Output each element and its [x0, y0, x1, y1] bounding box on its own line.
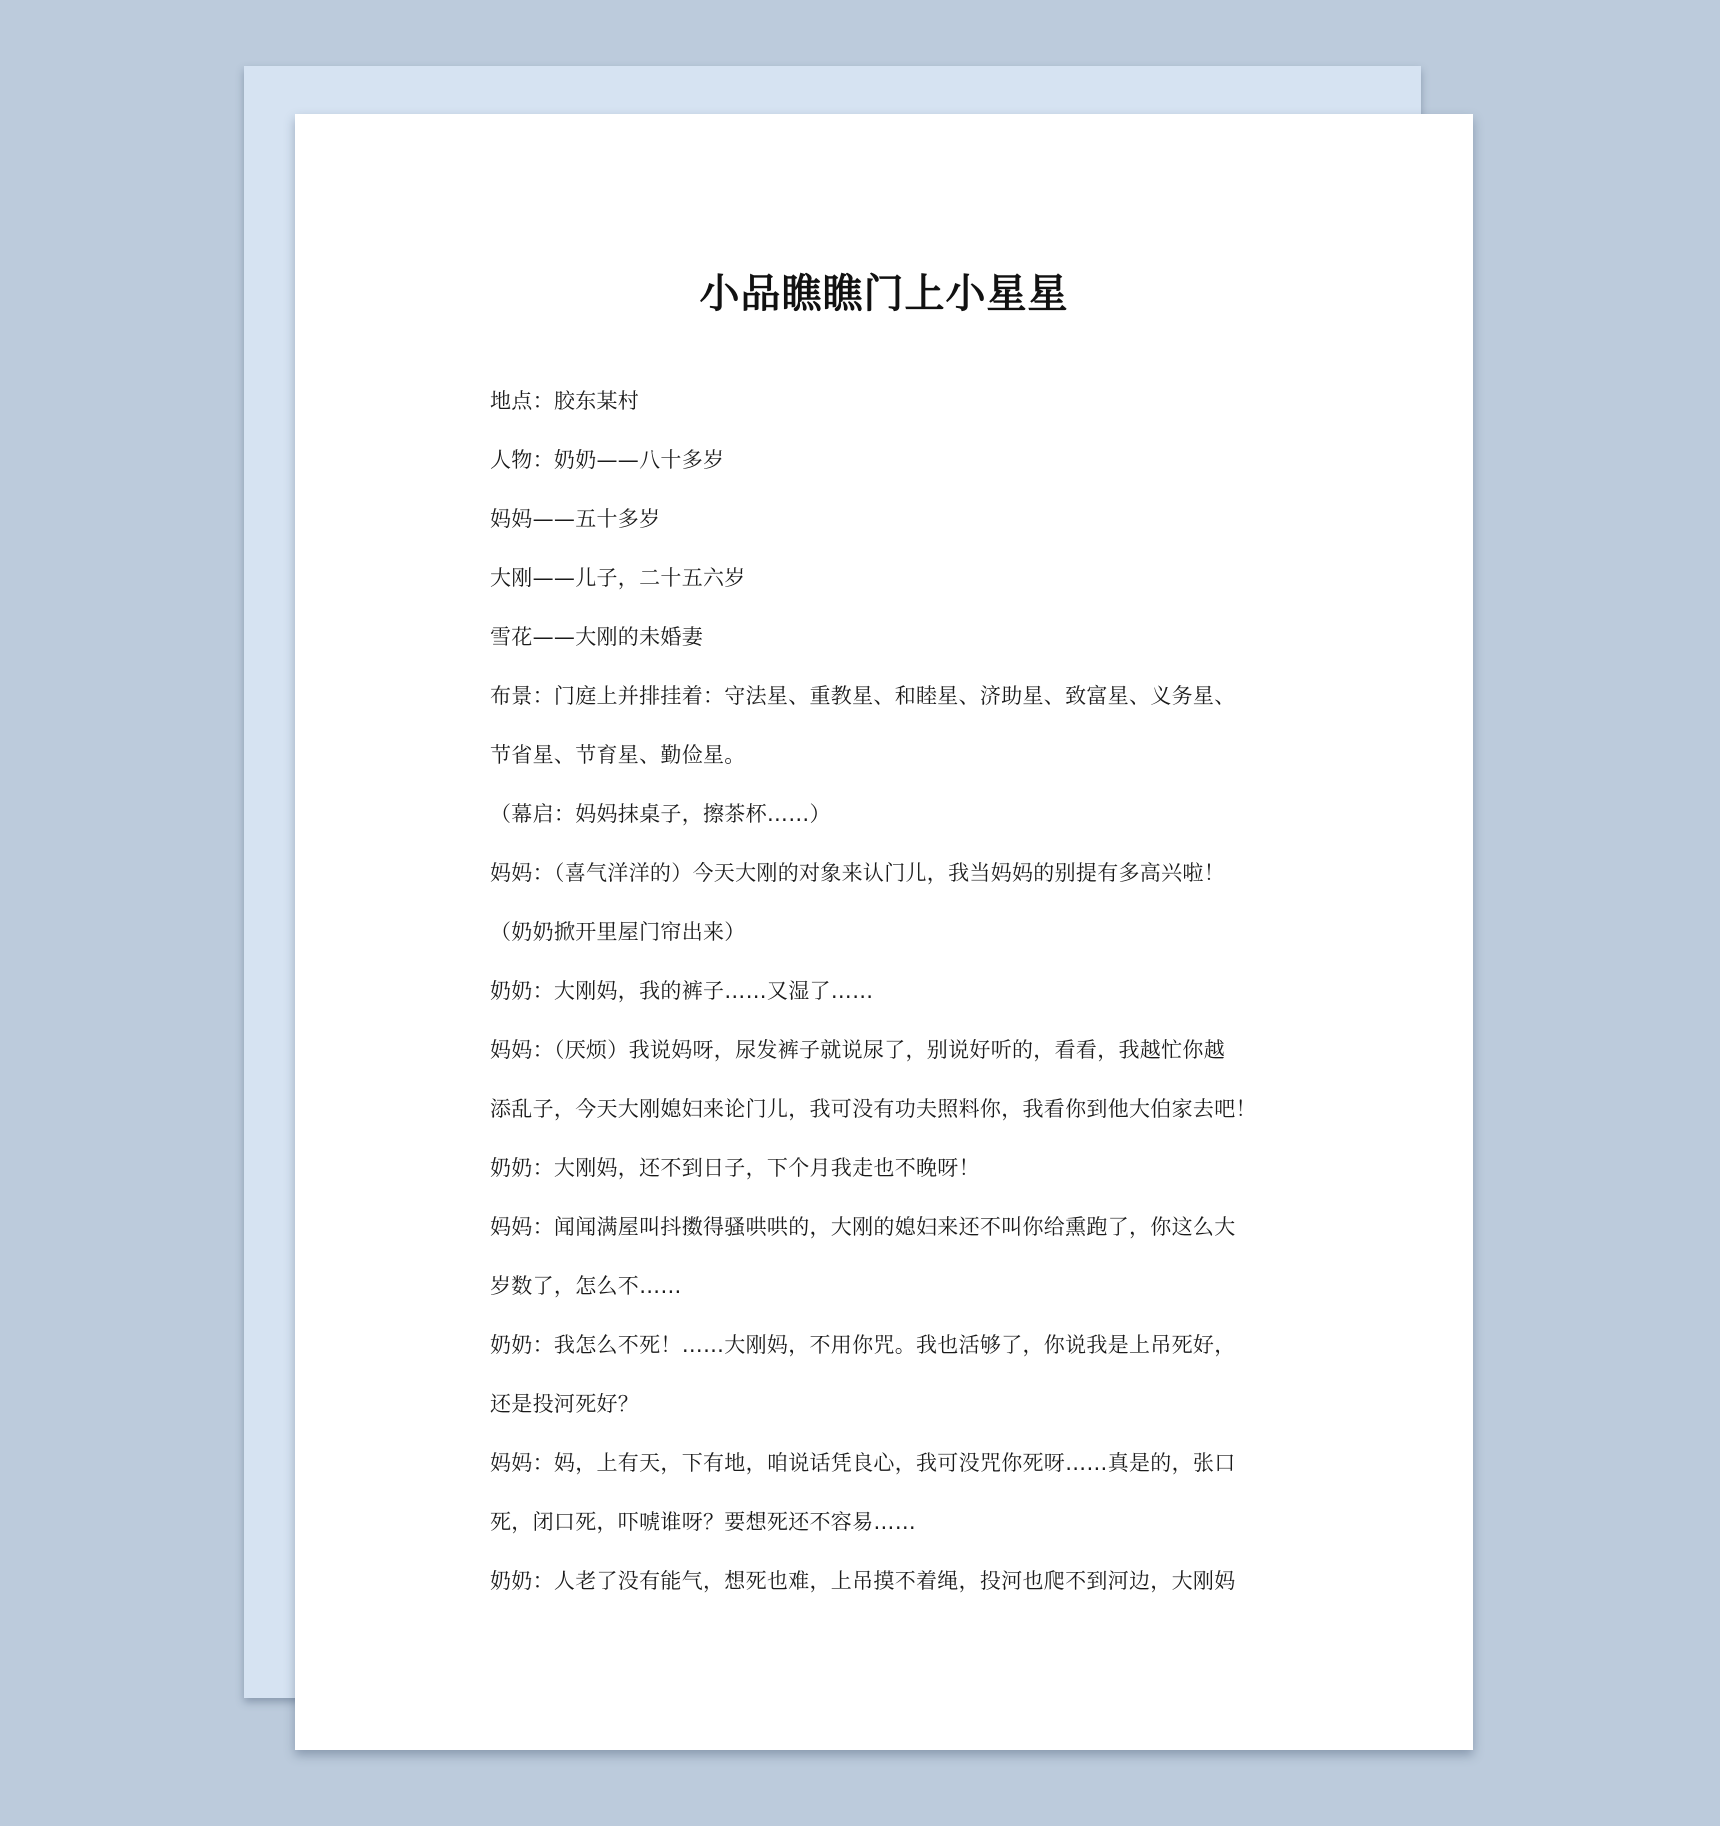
text-line: 奶奶：大刚妈，我的裤子……又湿了……	[490, 979, 874, 1003]
text-line: 奶奶：我怎么不死！……大刚妈，不用你咒。我也活够了，你说我是上吊死好，	[490, 1333, 1236, 1357]
text-line: 地点：胶东某村	[490, 389, 640, 413]
text-line: 奶奶：人老了没有能气，想死也难，上吊摸不着绳，投河也爬不到河边，大刚妈	[490, 1569, 1236, 1593]
text-line: 妈妈：妈，上有天，下有地，咱说话凭良心，我可没咒你死呀……真是的，张口	[490, 1451, 1236, 1475]
text-line: 大刚——儿子，二十五六岁	[490, 566, 746, 590]
text-line: 妈妈：（厌烦）我说妈呀，尿发裤子就说尿了，别说好听的，看看，我越忙你越	[490, 1038, 1225, 1062]
text-line: 妈妈：闻闻满屋叫抖擞得骚哄哄的，大刚的媳妇来还不叫你给熏跑了，你这么大	[490, 1215, 1236, 1239]
text-line: 添乱子，今天大刚媳妇来论门儿，我可没有功夫照料你，我看你到他大伯家去吧！	[490, 1097, 1257, 1121]
text-line: 岁数了，怎么不……	[490, 1274, 682, 1298]
text-line: 节省星、节育星、勤俭星。	[490, 743, 746, 767]
text-line: 还是投河死好？	[490, 1392, 640, 1416]
document-title: 小品瞧瞧门上小星星	[699, 271, 1069, 317]
text-line: 奶奶：大刚妈，还不到日子，下个月我走也不晚呀！	[490, 1156, 980, 1180]
text-line: 死，闭口死，吓唬谁呀？要想死还不容易……	[490, 1510, 916, 1534]
text-line: 人物：奶奶——八十多岁	[490, 448, 725, 472]
text-line: 妈妈——五十多岁	[490, 507, 661, 531]
text-line: 布景：门庭上并排挂着：守法星、重教星、和睦星、济助星、致富星、义务星、	[490, 684, 1236, 708]
text-line: 妈妈：（喜气洋洋的）今天大刚的对象来认门儿，我当妈妈的别提有多高兴啦！	[490, 861, 1225, 885]
text-line: 雪花——大刚的未婚妻	[490, 625, 703, 649]
text-line: （幕启：妈妈抹桌子，擦茶杯……）	[490, 802, 831, 826]
document-page	[295, 114, 1473, 1750]
document-body	[490, 372, 1290, 1611]
text-line: （奶奶掀开里屋门帘出来）	[490, 920, 746, 944]
